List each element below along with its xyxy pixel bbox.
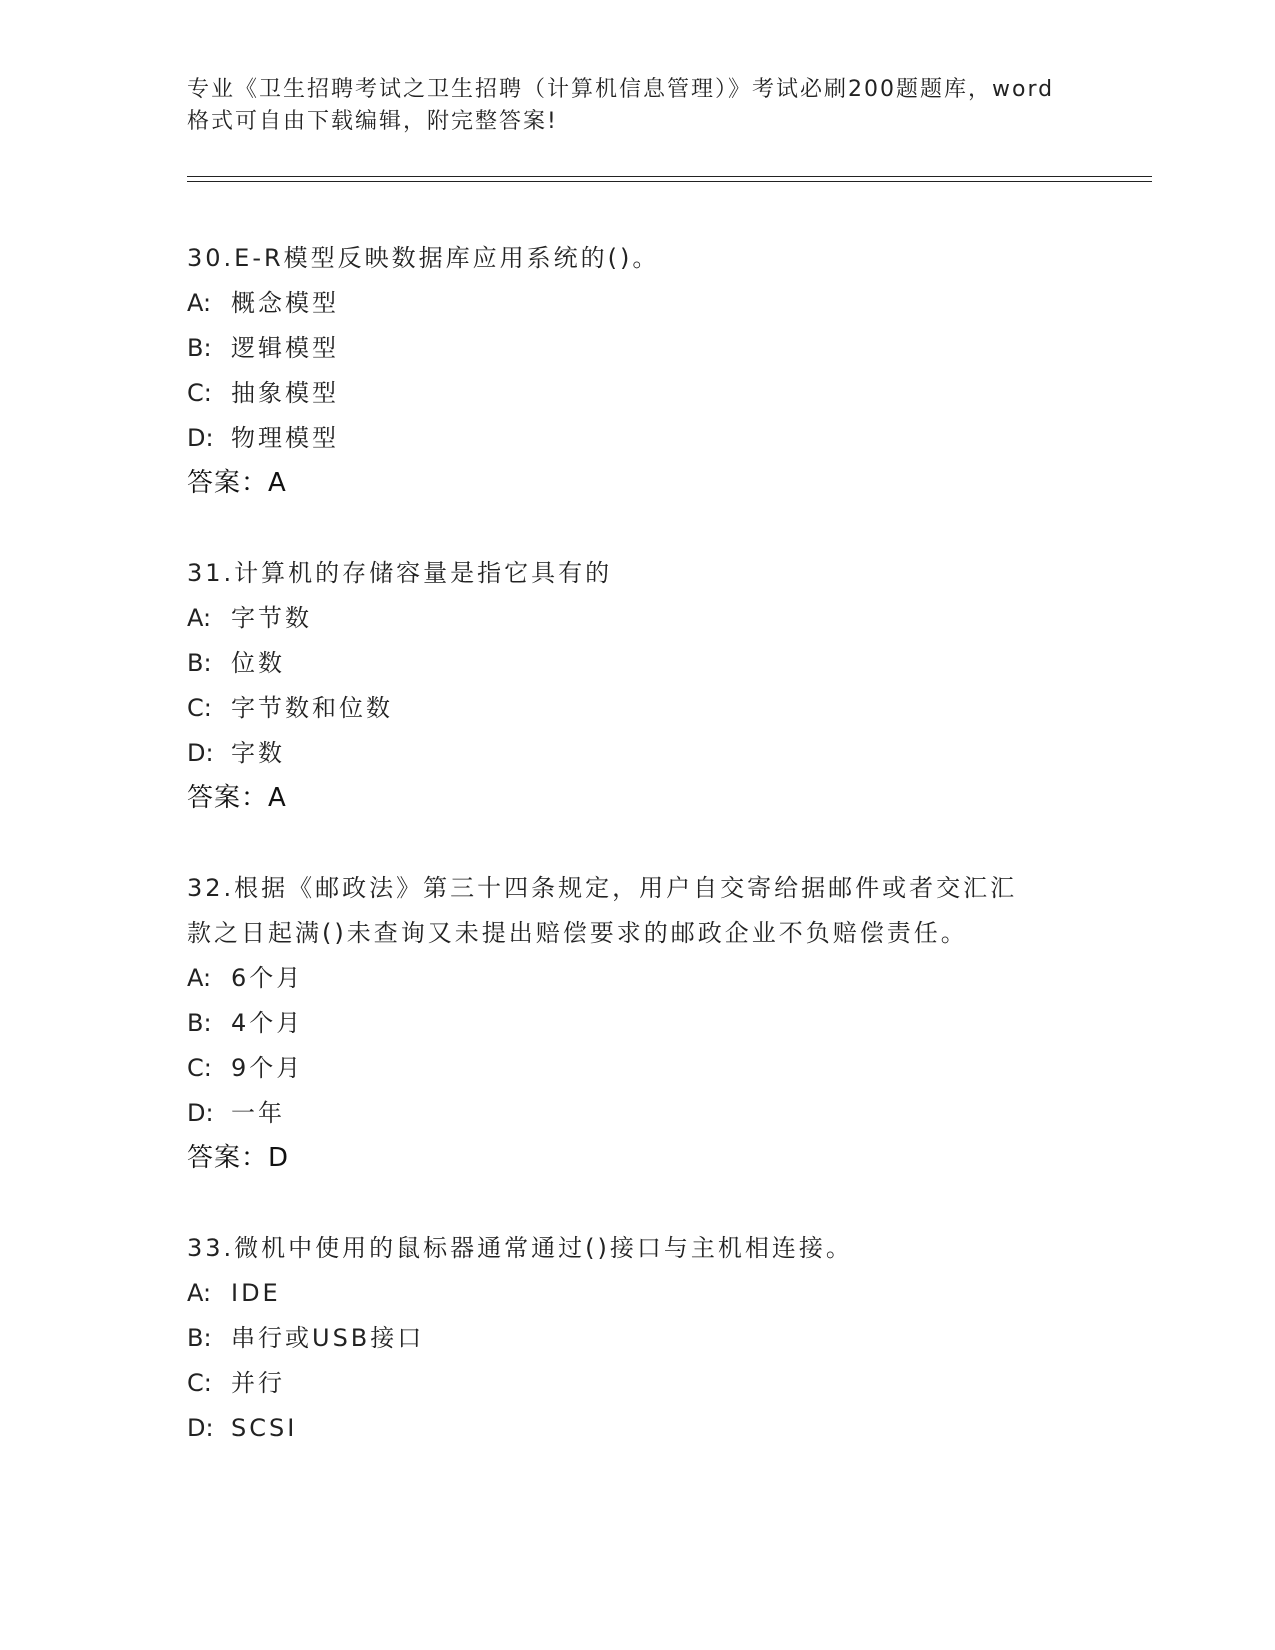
option-key: C: <box>187 1369 212 1397</box>
question-stem-line-2: 款之日起满()未查询又未提出赔偿要求的邮政企业不负赔偿责任。 <box>187 919 968 947</box>
option-text: 字数 <box>231 739 285 767</box>
option-text: 4个月 <box>231 1009 304 1037</box>
question-31 <box>187 551 1087 821</box>
option-d <box>187 416 1087 461</box>
option-key: B: <box>187 1324 212 1352</box>
option-key: A: <box>187 289 212 317</box>
option-text: 一年 <box>231 1099 285 1127</box>
option-b <box>187 641 1087 686</box>
option-text: IDE <box>231 1279 281 1307</box>
header-divider-bottom <box>187 181 1152 182</box>
option-key: A: <box>187 1279 212 1307</box>
option-text: 6个月 <box>231 964 304 992</box>
option-text: 串行或USB接口 <box>231 1324 425 1352</box>
option-c <box>187 1361 1087 1406</box>
question-30 <box>187 236 1087 506</box>
option-b <box>187 326 1087 371</box>
option-b <box>187 1316 1087 1361</box>
header-line-2: 格式可自由下载编辑，附完整答案! <box>187 109 558 134</box>
answer-line: 答案：A <box>187 783 287 813</box>
question-32 <box>187 866 1087 1181</box>
option-text: 抽象模型 <box>231 379 339 407</box>
option-d <box>187 731 1087 776</box>
option-text: 位数 <box>231 649 285 677</box>
question-stem: 33.微机中使用的鼠标器通常通过()接口与主机相连接。 <box>187 1234 853 1262</box>
option-a <box>187 1271 1087 1316</box>
option-text: 物理模型 <box>231 424 339 452</box>
option-c <box>187 371 1087 416</box>
option-text: SCSI <box>231 1414 298 1442</box>
question-stem-line-1: 32.根据《邮政法》第三十四条规定，用户自交寄给据邮件或者交汇汇 <box>187 874 1018 902</box>
option-b <box>187 1001 1087 1046</box>
option-a <box>187 596 1087 641</box>
header-divider-top <box>187 176 1152 177</box>
option-key: D: <box>187 739 214 767</box>
answer-line: 答案：A <box>187 468 287 498</box>
header-line-1: 专业《卫生招聘考试之卫生招聘（计算机信息管理）》考试必刷200题题库，word <box>187 77 1055 102</box>
option-key: C: <box>187 694 212 722</box>
option-text: 并行 <box>231 1369 285 1397</box>
question-list <box>187 236 1087 1496</box>
option-key: B: <box>187 1009 212 1037</box>
option-text: 概念模型 <box>231 289 339 317</box>
answer-line: 答案：D <box>187 1143 290 1173</box>
question-stem: 31.计算机的存储容量是指它具有的 <box>187 559 613 587</box>
option-key: D: <box>187 424 214 452</box>
option-c <box>187 686 1087 731</box>
option-key: C: <box>187 1054 212 1082</box>
option-key: A: <box>187 964 212 992</box>
option-a <box>187 281 1087 326</box>
option-key: B: <box>187 334 212 362</box>
question-33 <box>187 1226 1087 1451</box>
option-key: D: <box>187 1099 214 1127</box>
option-text: 9个月 <box>231 1054 304 1082</box>
option-a <box>187 956 1087 1001</box>
option-c <box>187 1046 1087 1091</box>
option-d <box>187 1406 1087 1451</box>
option-text: 逻辑模型 <box>231 334 339 362</box>
option-key: B: <box>187 649 212 677</box>
option-key: A: <box>187 604 212 632</box>
option-key: C: <box>187 379 212 407</box>
option-text: 字节数和位数 <box>231 694 393 722</box>
question-stem: 30.E-R模型反映数据库应用系统的()。 <box>187 244 660 272</box>
document-header <box>187 74 1087 138</box>
option-text: 字节数 <box>231 604 312 632</box>
option-d <box>187 1091 1087 1136</box>
option-key: D: <box>187 1414 214 1442</box>
